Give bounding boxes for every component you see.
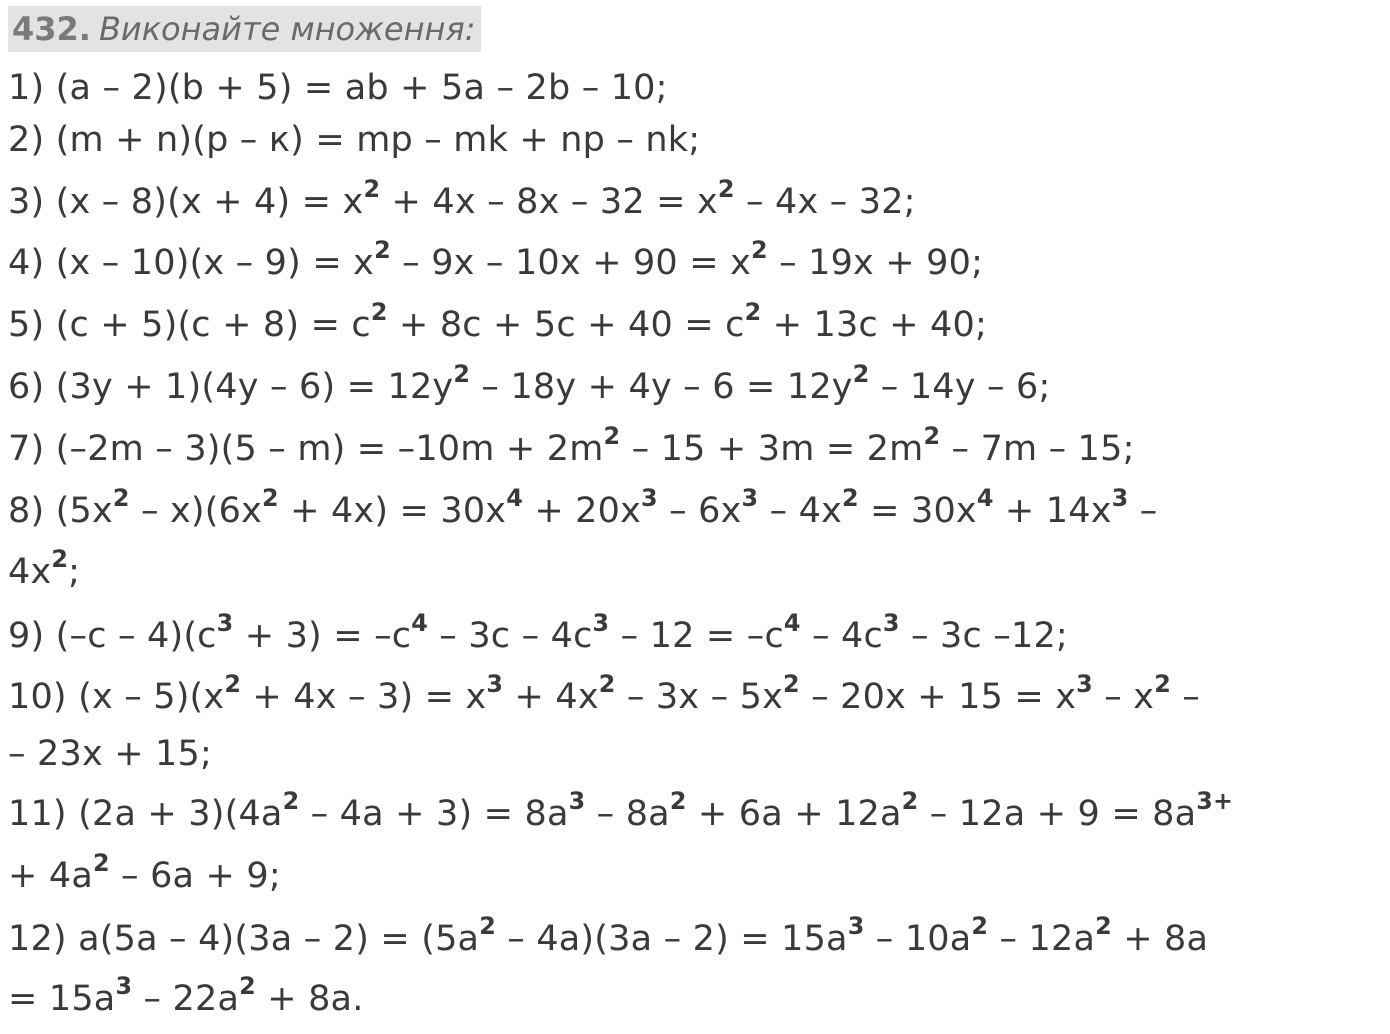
solution-line: 4) $(x - 10)(x - 9) = x^2 - 9x - 10x + 90 = x^2 - 19x + 90$; (8, 235, 984, 283)
solution-line: 6) $(3y + 1)(4y - 6) = 12y^2 - 18y + 4y - 6 = 12y^2 - 14y - 6$; (8, 359, 1051, 407)
solution-line: – 23x + 15; (8, 734, 212, 774)
solution-line: + $4a^2 - 6a + 9$; (8, 848, 281, 896)
solution-line: 12) $a(5a - 4)(3a - 2) = (5a^2 - 4a)(3a - 2) = 15a^3 - 10a^2 - 12a^2 + 8a$ (8, 911, 1209, 959)
task-title: Виконайте множення: (98, 10, 476, 48)
solution-line: 2) (m + n)(p – к) = mp – mk + np – nk; (8, 120, 701, 160)
solution-line: 11) $(2a + 3)(4a^2 - 4a + 3) = 8a^3 - 8a^2 + 6a + 12a^2 - 12a + 9 = 8a^{3+}$ (8, 786, 1234, 834)
solution-line: 5) $(c + 5)(c + 8) = c^2 + 8c + 5c + 40 = c^2 + 13c + 40$; (8, 297, 987, 345)
solution-line: 8) $(5x^2 - x)(6x^2 + 4x) = 30x^4 + 20x^3 - 6x^3 - 4x^2 = 30x^4 + 14x^3$ – (8, 483, 1158, 531)
solution-line: 7) $(-2m - 3)(5 - m) = -10m + 2m^2 - 15 + 3m = 2m^2 - 7m - 15$; (8, 421, 1135, 469)
task-number: 432. (12, 10, 91, 48)
solution-line: 9) $(-c - 4)(c^3 + 3) = -c^4 - 3c - 4c^3 - 12 = -c^4 - 4c^3 - 3c$ –12; (8, 608, 1068, 656)
solution-line: 10) $(x - 5)(x^2 + 4x - 3) = x^3 + 4x^2 - 3x - 5x^2 - 20x + 15 = x^3 - x^2$ – (8, 669, 1200, 717)
task-heading (8, 6, 481, 52)
solution-line: = $15a^3 - 22a^2 + 8a$. (8, 971, 364, 1019)
solution-line: 1) (a – 2)(b + 5) = ab + 5a – 2b – 10; (8, 68, 668, 108)
solution-line: 3) $(x - 8)(x + 4) = x^2 + 4x - 8x - 32 = x^2 - 4x - 32$; (8, 174, 916, 222)
solution-line: $4x^2$; (8, 544, 81, 592)
